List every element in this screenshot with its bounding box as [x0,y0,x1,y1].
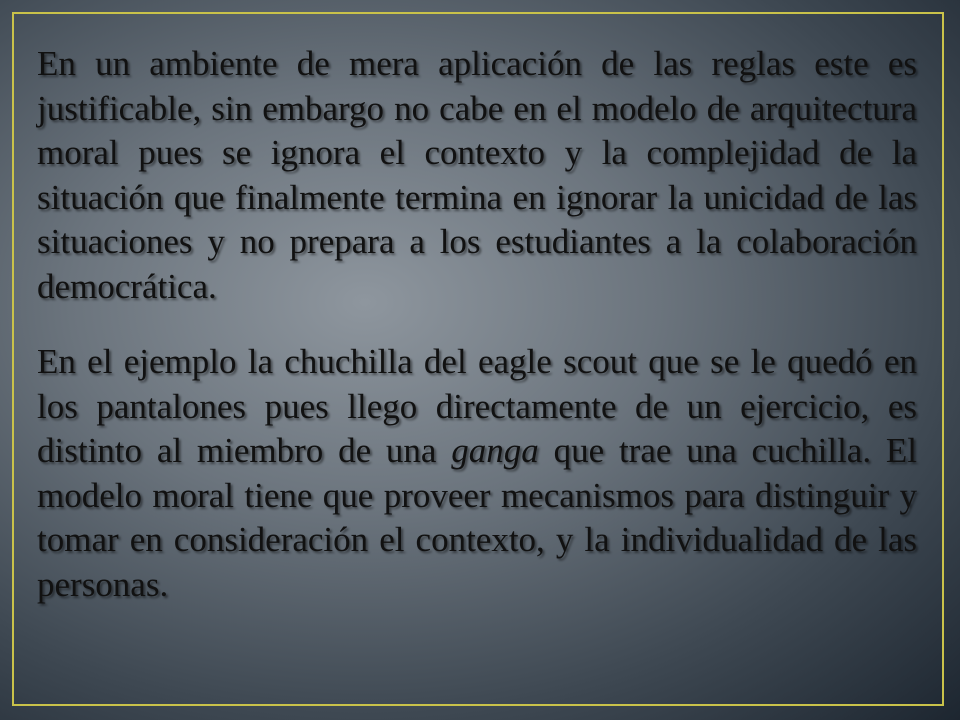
paragraph-2-text-after: que trae una cuchilla. El modelo moral tiene que proveer mecanismos para distinguir y tomar en consideración el contexto, y la individualidad de las personas. [37,431,917,604]
paragraph-2-italic-word: ganga [451,431,539,470]
paragraph-2-text-before: En el ejemplo la chuchilla del eagle scout que se le quedó en los pantalones pues llego directamente de un ejercicio, es distinto al miembro de una [37,342,917,470]
slide-body [37,42,917,607]
paragraph-2 [37,340,917,607]
paragraph-1: En un ambiente de mera aplicación de las reglas este es justificable, sin embargo no cabe en el modelo de arquitectura moral pues se ignora el contexto y la complejidad de la situación que finalmente termina en ignorar la unicidad de las situaciones y no prepara a los estudiantes a la colaboración democrática. [37,44,917,306]
